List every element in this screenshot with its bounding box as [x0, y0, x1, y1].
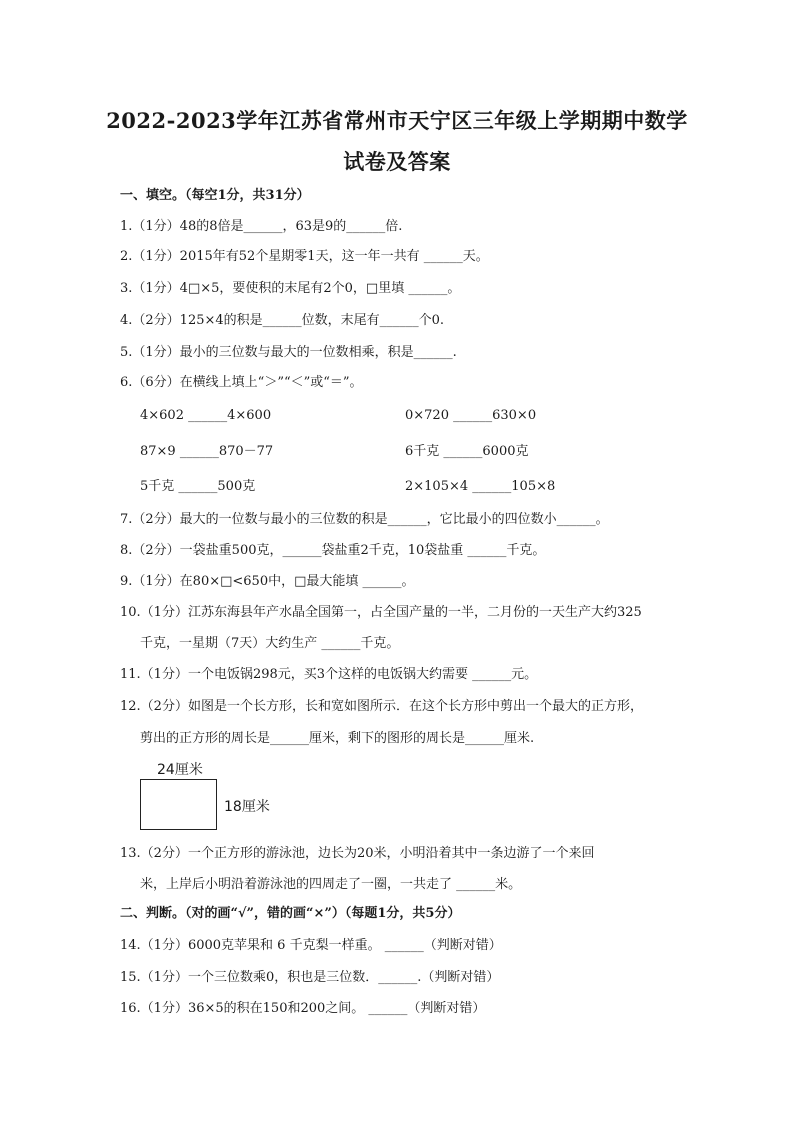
q6-item-b1: 87×9 ______870－77: [140, 444, 274, 459]
doc-title-line2: 试卷及答案: [343, 149, 451, 174]
question-1: 1.（1分）48的8倍是______，63是9的______倍.: [120, 219, 403, 234]
question-8: 8.（2分）一袋盐重500克，______袋盐重2千克，10袋盐重 ______千克。: [120, 543, 546, 558]
q6-item-b2: 6千克 ______6000克: [405, 444, 529, 459]
question-13-line2: 米，上岸后小明沿着游泳池的四周走了一圈，一共走了 ______米。: [140, 877, 522, 892]
question-11: 11.（1分）一个电饭锅298元，买3个这样的电饭锅大约需要 ______元。: [120, 667, 538, 682]
question-13-line1: 13.（2分）一个正方形的游泳池，边长为20米，小明沿着其中一条边游了一个来回: [120, 846, 595, 861]
q6-item-c2: 2×105×4 ______105×8: [405, 479, 556, 494]
section1-heading: 一、填空。（每空1分，共31分）: [120, 188, 310, 203]
question-16: 16.（1分）36×5的积在150和200之间。 ______（判断对错）: [120, 1001, 486, 1016]
question-3: 3.（1分）4□×5，要使积的末尾有2个0，□里填 ______。: [120, 281, 461, 296]
question-4: 4.（2分）125×4的积是______位数，末尾有______个0.: [120, 313, 445, 328]
question-6: 6.（6分）在横线上填上“＞”“＜”或“＝”。: [120, 375, 363, 390]
question-10-line1: 10.（1分）江苏东海县年产水晶全国第一，占全国产量的一半，二月份的一天生产大约325: [120, 605, 642, 620]
q6-item-a2: 0×720 ______630×0: [405, 408, 537, 423]
rectangle-figure: [140, 779, 217, 830]
question-10-line2: 千克，一星期（7天）大约生产 ______千克。: [140, 636, 400, 651]
q6-item-c1: 5千克 ______500克: [140, 479, 256, 494]
question-15: 15.（1分）一个三位数乘0，积也是三位数．______.（判断对错）: [120, 970, 500, 985]
doc-title-line1: 2022-2023学年江苏省常州市天宁区三年级上学期期中数学: [106, 108, 688, 133]
question-7: 7.（2分）最大的一位数与最小的三位数的积是______，它比最小的四位数小______。: [120, 512, 609, 527]
question-9: 9.（1分）在80×□<650中，□最大能填 ______。: [120, 574, 415, 589]
question-2: 2.（1分）2015年有52个星期零1天，这一年一共有 ______天。: [120, 249, 489, 264]
question-12-line2: 剪出的正方形的周长是______厘米，剩下的图形的周长是______厘米.: [140, 731, 535, 746]
figure-length-label: 24厘米: [157, 762, 203, 778]
question-12-line1: 12.（2分）如图是一个长方形，长和宽如图所示．在这个长方形中剪出一个最大的正方形，: [120, 699, 643, 714]
q6-item-a1: 4×602 ______4×600: [140, 408, 272, 423]
section2-heading: 二、判断。（对的画“√”，错的画“×”）（每题1分，共5分）: [120, 906, 461, 921]
question-5: 5.（1分）最小的三位数与最大的一位数相乘，积是______.: [120, 345, 457, 360]
question-14: 14.（1分）6000克苹果和 6 千克梨一样重。 ______（判断对错）: [120, 938, 502, 953]
figure-width-label: 18厘米: [224, 799, 270, 815]
